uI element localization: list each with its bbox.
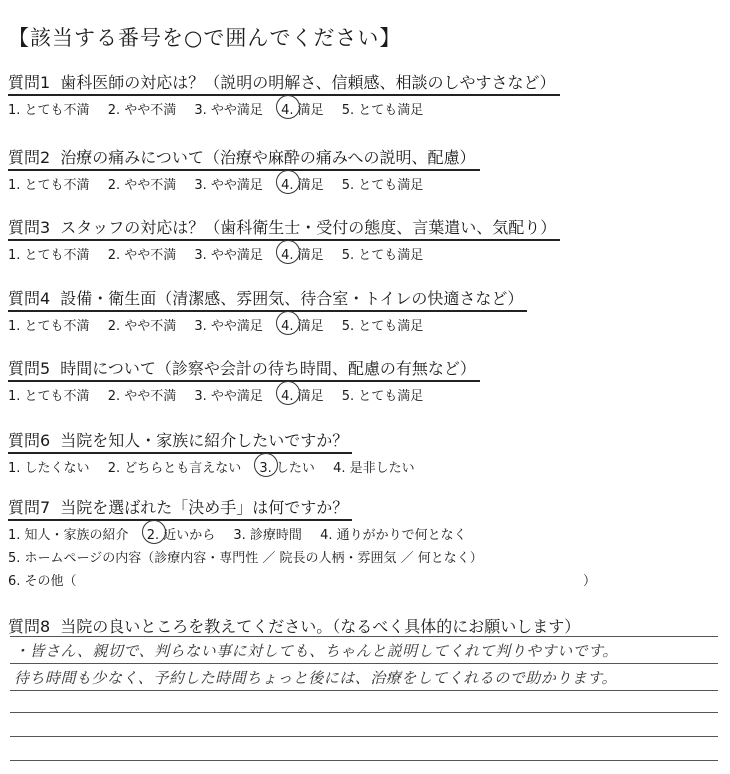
option-row bbox=[8, 174, 723, 193]
option-4[interactable]: 4. 通りがかりで何となく bbox=[320, 528, 467, 543]
option-6-label: 6. その他（ bbox=[8, 574, 77, 589]
option-5[interactable]: 5. とても満足 bbox=[341, 389, 424, 404]
option-2[interactable]: 2. やや不満 bbox=[107, 248, 177, 263]
answer-rule bbox=[10, 736, 718, 737]
question-text: 設備・衛生面（清潔感、雰囲気、待合室・トイレの快適さなど） bbox=[60, 289, 524, 308]
option-row bbox=[8, 385, 723, 404]
question-2 bbox=[8, 145, 723, 193]
question-8 bbox=[8, 614, 723, 638]
question-7 bbox=[8, 495, 723, 589]
option-3[interactable]: 3. やや満足 bbox=[194, 389, 263, 404]
option-2[interactable]: 2. やや不満 bbox=[107, 103, 177, 118]
selection-circle bbox=[276, 170, 300, 194]
question-title bbox=[8, 614, 584, 638]
option-5[interactable]: 5. とても満足 bbox=[341, 178, 424, 193]
question-title bbox=[8, 215, 560, 241]
question-text: 当院を選ばれた「決め手」は何ですか？ bbox=[60, 498, 349, 517]
question-number: 質問4 bbox=[8, 289, 51, 308]
question-number: 質問2 bbox=[8, 148, 51, 167]
question-title bbox=[8, 70, 560, 96]
option-row bbox=[8, 244, 723, 263]
question-number: 質問5 bbox=[8, 359, 51, 378]
question-number: 質問8 bbox=[8, 617, 51, 636]
option-3[interactable]: 3. 診療時間 bbox=[233, 528, 302, 543]
question-number: 質問1 bbox=[8, 73, 51, 92]
selection-circle bbox=[276, 95, 300, 119]
option-3[interactable]: 3. やや満足 bbox=[194, 319, 263, 334]
question-number: 質問6 bbox=[8, 431, 51, 450]
question-5 bbox=[8, 356, 723, 404]
handwritten-answer-line-1: ・皆さん、親切で、判らない事に対しても、ちゃんと説明してくれて判りやすいです。 bbox=[14, 642, 618, 660]
question-title bbox=[8, 286, 527, 312]
option-2[interactable]: 2. やや不満 bbox=[107, 319, 177, 334]
question-4 bbox=[8, 286, 723, 334]
option-4-selected[interactable]: 4. 満足 bbox=[281, 244, 324, 263]
question-title bbox=[8, 356, 480, 382]
option-3-selected[interactable]: 3. したい bbox=[259, 457, 315, 476]
selection-circle bbox=[276, 311, 300, 335]
option-6-close: ） bbox=[583, 574, 597, 589]
question-3 bbox=[8, 215, 723, 263]
option-4-selected[interactable]: 4. 満足 bbox=[281, 385, 324, 404]
option-1[interactable]: 1. とても不満 bbox=[8, 178, 90, 193]
option-row bbox=[8, 315, 723, 334]
selection-circle bbox=[276, 381, 300, 405]
option-1[interactable]: 1. とても不満 bbox=[8, 389, 90, 404]
handwritten-answer-line-2: 待ち時間も少なく、予約した時間ちょっと後には、治療をしてくれるので助かります。 bbox=[14, 669, 618, 687]
option-3[interactable]: 3. やや満足 bbox=[194, 103, 263, 118]
option-5[interactable]: 5. とても満足 bbox=[341, 248, 424, 263]
option-2[interactable]: 2. どちらとも言えない bbox=[107, 461, 242, 476]
answer-rule bbox=[10, 712, 718, 713]
question-text: 当院の良いところを教えてください。（なるべく具体的にお願いします） bbox=[60, 617, 581, 636]
answer-rule bbox=[10, 663, 718, 664]
option-1[interactable]: 1. とても不満 bbox=[8, 248, 90, 263]
page-title: 【該当する番号を○で囲んでください】 bbox=[8, 26, 402, 50]
option-row bbox=[8, 457, 723, 476]
option-4[interactable]: 4. 是非したい bbox=[333, 461, 415, 476]
question-text: 治療の痛みについて（治療や麻酔の痛みへの説明、配慮） bbox=[60, 148, 476, 167]
option-6-line[interactable] bbox=[8, 570, 723, 589]
question-number: 質問3 bbox=[8, 218, 51, 237]
option-1[interactable]: 1. 知人・家族の紹介 bbox=[8, 528, 129, 543]
option-1[interactable]: 1. したくない bbox=[8, 461, 90, 476]
option-5[interactable]: 5. とても満足 bbox=[341, 319, 424, 334]
option-1[interactable]: 1. とても不満 bbox=[8, 103, 90, 118]
option-4-selected[interactable]: 4. 満足 bbox=[281, 174, 324, 193]
question-text: 当院を知人・家族に紹介したいですか？ bbox=[60, 431, 349, 450]
question-title bbox=[8, 428, 352, 454]
option-2-selected[interactable]: 2. 近いから bbox=[147, 524, 216, 543]
question-text: スタッフの対応は？（歯科衛生士・受付の態度、言葉遣い、気配り） bbox=[60, 218, 557, 237]
question-text: 時間について（診察や会計の待ち時間、配慮の有無など） bbox=[60, 359, 476, 378]
question-title bbox=[8, 495, 352, 521]
option-5-line[interactable]: 5. ホームページの内容（診療内容・専門性 ／ 院長の人柄・雰囲気 ／ 何となく） bbox=[8, 551, 483, 566]
option-4-selected[interactable]: 4. 満足 bbox=[281, 99, 324, 118]
answer-rule bbox=[10, 690, 718, 691]
option-5[interactable]: 5. とても満足 bbox=[341, 103, 424, 118]
answer-rule bbox=[10, 760, 718, 761]
question-title bbox=[8, 145, 480, 171]
answer-rule bbox=[10, 636, 718, 637]
option-1[interactable]: 1. とても不満 bbox=[8, 319, 90, 334]
option-2[interactable]: 2. やや不満 bbox=[107, 389, 177, 404]
option-4-selected[interactable]: 4. 満足 bbox=[281, 315, 324, 334]
option-row bbox=[8, 99, 723, 118]
option-3[interactable]: 3. やや満足 bbox=[194, 178, 263, 193]
question-number: 質問7 bbox=[8, 498, 51, 517]
selection-circle bbox=[142, 520, 166, 544]
option-3[interactable]: 3. やや満足 bbox=[194, 248, 263, 263]
option-2[interactable]: 2. やや不満 bbox=[107, 178, 177, 193]
selection-circle bbox=[276, 240, 300, 264]
question-text: 歯科医師の対応は？（説明の明解さ、信頼感、相談のしやすさなど） bbox=[60, 73, 556, 92]
question-1 bbox=[8, 70, 723, 118]
option-row bbox=[8, 524, 723, 543]
question-6 bbox=[8, 428, 723, 476]
